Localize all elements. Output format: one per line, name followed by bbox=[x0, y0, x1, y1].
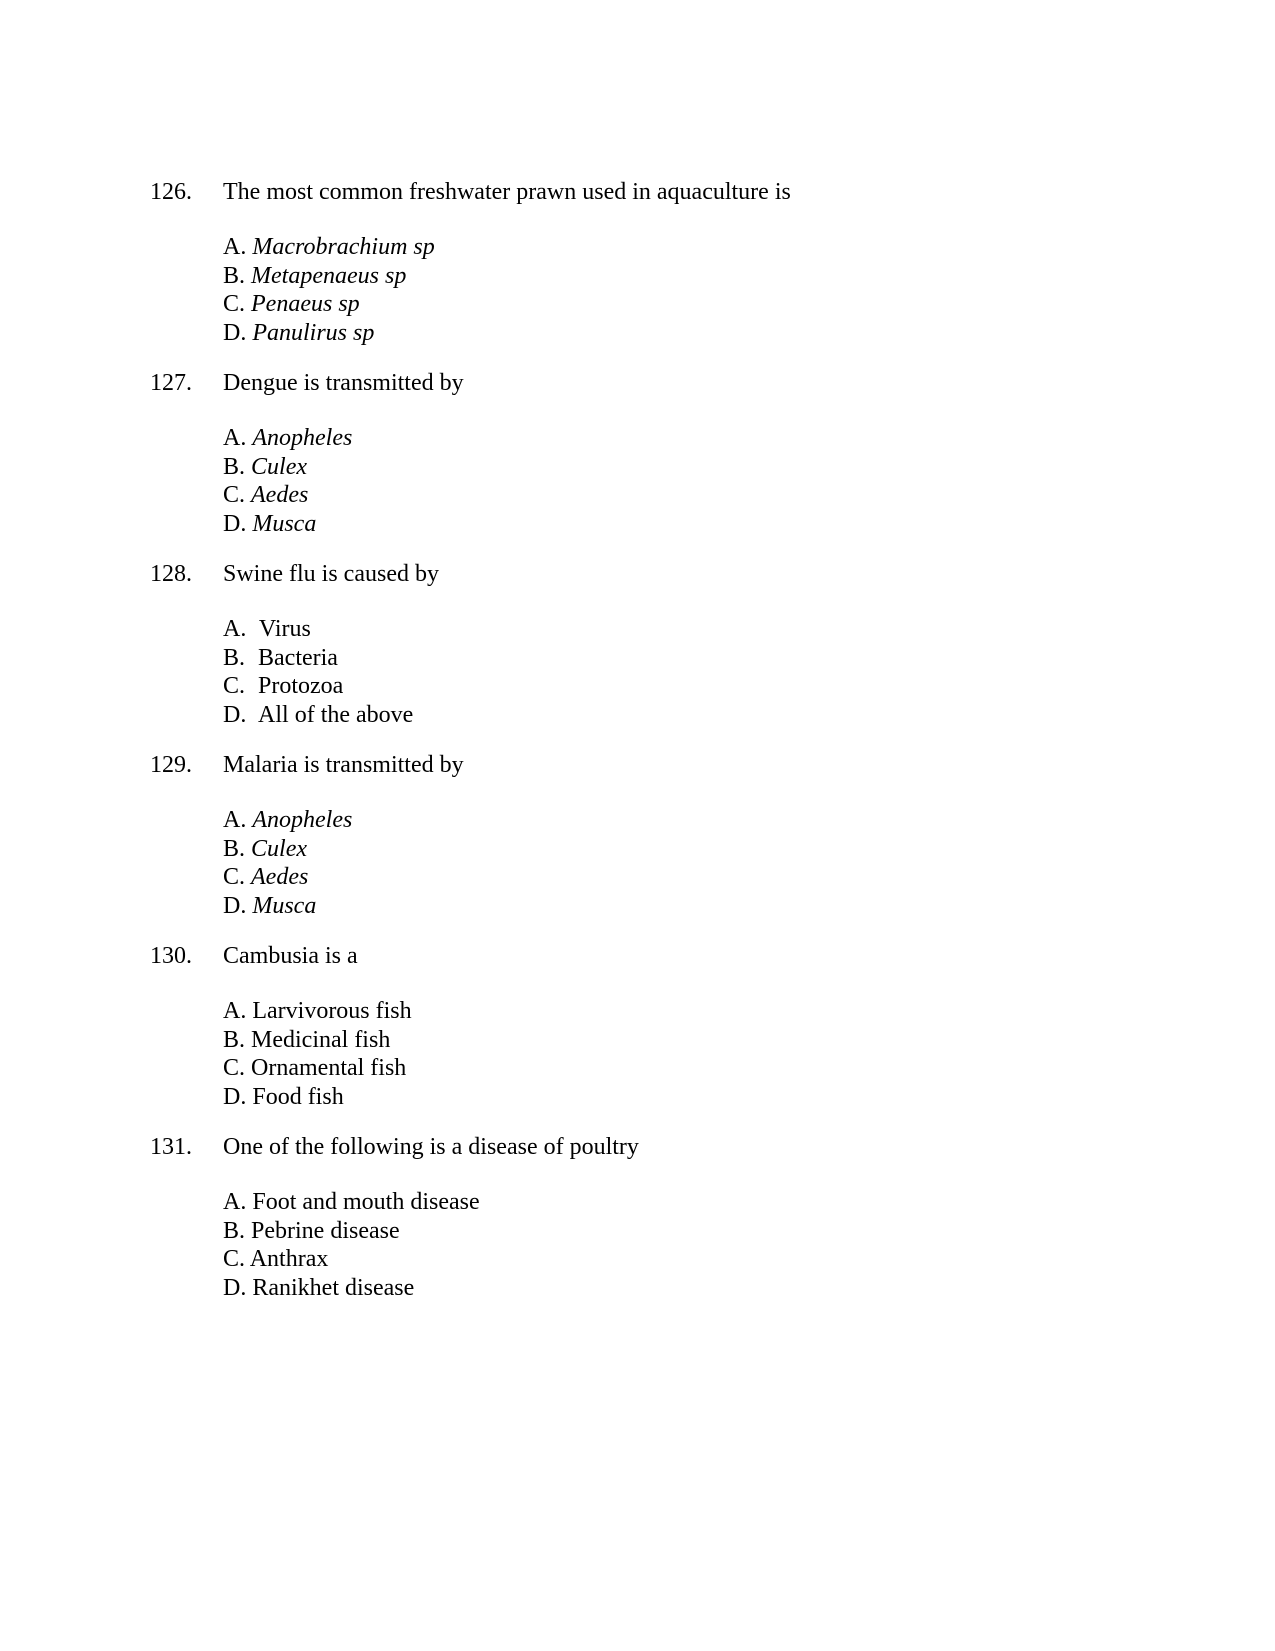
option-list bbox=[223, 615, 413, 729]
option-c bbox=[223, 290, 435, 319]
question-stem bbox=[150, 751, 1150, 779]
option-c bbox=[223, 1245, 480, 1274]
option-d bbox=[223, 319, 435, 348]
option-text: Anopheles bbox=[252, 425, 353, 451]
option-c bbox=[223, 863, 352, 892]
question-129 bbox=[150, 751, 1150, 919]
option-letter: B. bbox=[223, 262, 246, 289]
option-list bbox=[223, 233, 435, 347]
option-letter: A. bbox=[223, 425, 247, 451]
option-letter: C. bbox=[223, 864, 246, 891]
option-letter: B. bbox=[223, 644, 246, 671]
option-c bbox=[223, 1054, 412, 1083]
option-letter: B. bbox=[223, 453, 246, 480]
question-number: 127. bbox=[150, 370, 192, 396]
option-b bbox=[223, 1217, 480, 1246]
option-text: Culex bbox=[251, 835, 307, 862]
option-text: Anthrax bbox=[249, 1246, 329, 1273]
option-letter: C. bbox=[223, 1055, 246, 1082]
question-128 bbox=[150, 560, 1150, 728]
option-d bbox=[223, 1274, 480, 1303]
option-d bbox=[223, 510, 352, 539]
option-letter: A. bbox=[223, 234, 247, 260]
option-b bbox=[223, 644, 413, 673]
option-text: Protozoa bbox=[258, 673, 344, 700]
question-text: Dengue is transmitted by bbox=[223, 370, 464, 396]
question-stem bbox=[150, 942, 1150, 970]
option-a bbox=[223, 1188, 480, 1217]
option-d bbox=[223, 1083, 412, 1112]
option-a bbox=[223, 424, 352, 453]
option-letter: C. bbox=[223, 1246, 246, 1273]
option-d bbox=[223, 892, 352, 921]
option-b bbox=[223, 1026, 412, 1055]
option-letter: A. bbox=[223, 616, 247, 642]
option-letter: D. bbox=[223, 1274, 247, 1301]
question-131 bbox=[150, 1133, 1150, 1301]
question-127 bbox=[150, 369, 1150, 537]
option-letter: D. bbox=[223, 510, 247, 537]
question-stem bbox=[150, 369, 1150, 397]
option-text: Panulirus sp bbox=[252, 319, 375, 346]
option-letter: C. bbox=[223, 291, 246, 318]
question-text: The most common freshwater prawn used in aquaculture is bbox=[223, 179, 791, 205]
option-a bbox=[223, 233, 435, 262]
option-letter: A. bbox=[223, 1189, 247, 1215]
question-number: 130. bbox=[150, 943, 192, 969]
question-text: Swine flu is caused by bbox=[223, 561, 439, 587]
option-a bbox=[223, 615, 413, 644]
option-text: Pebrine disease bbox=[251, 1217, 400, 1244]
option-letter: A. bbox=[223, 807, 247, 833]
option-d bbox=[223, 701, 413, 730]
option-letter: C. bbox=[223, 673, 246, 700]
option-letter: B. bbox=[223, 835, 246, 862]
question-number: 128. bbox=[150, 561, 192, 587]
option-text: Metapenaeus sp bbox=[251, 262, 407, 289]
question-number: 126. bbox=[150, 179, 192, 205]
option-letter: B. bbox=[223, 1026, 246, 1053]
option-text: Musca bbox=[252, 892, 317, 919]
option-letter: B. bbox=[223, 1217, 246, 1244]
option-text: Aedes bbox=[251, 482, 309, 509]
option-text: Ornamental fish bbox=[251, 1055, 407, 1082]
option-text: Macrobrachium sp bbox=[252, 234, 435, 260]
option-letter: D. bbox=[223, 1083, 247, 1110]
option-text: Ranikhet disease bbox=[252, 1274, 415, 1301]
option-list bbox=[223, 806, 352, 920]
question-130 bbox=[150, 942, 1150, 1110]
question-126 bbox=[150, 178, 1150, 346]
option-letter: D. bbox=[223, 701, 247, 728]
option-text: Anopheles bbox=[252, 807, 353, 833]
option-list bbox=[223, 424, 352, 538]
question-text: One of the following is a disease of poultry bbox=[223, 1134, 639, 1160]
question-stem bbox=[150, 560, 1150, 588]
option-text: Virus bbox=[258, 616, 311, 642]
option-text: Musca bbox=[252, 510, 317, 537]
question-stem bbox=[150, 178, 1150, 206]
question-number: 131. bbox=[150, 1134, 192, 1160]
question-text: Cambusia is a bbox=[223, 943, 358, 969]
option-text: Aedes bbox=[251, 864, 309, 891]
option-letter: D. bbox=[223, 319, 247, 346]
option-b bbox=[223, 453, 352, 482]
option-text: Medicinal fish bbox=[251, 1026, 391, 1053]
option-c bbox=[223, 672, 413, 701]
option-list bbox=[223, 1188, 480, 1302]
option-a bbox=[223, 806, 352, 835]
option-text: Foot and mouth disease bbox=[252, 1189, 480, 1215]
option-letter: D. bbox=[223, 892, 247, 919]
option-c bbox=[223, 481, 352, 510]
option-a bbox=[223, 997, 412, 1026]
option-text: Penaeus sp bbox=[251, 291, 360, 318]
question-text: Malaria is transmitted by bbox=[223, 752, 464, 778]
option-text: Culex bbox=[251, 453, 307, 480]
option-b bbox=[223, 262, 435, 291]
option-text: Food fish bbox=[252, 1083, 344, 1110]
option-letter: C. bbox=[223, 482, 246, 509]
option-text: Larvivorous fish bbox=[252, 998, 412, 1024]
question-number: 129. bbox=[150, 752, 192, 778]
option-list bbox=[223, 997, 412, 1111]
option-text: All of the above bbox=[258, 701, 414, 728]
option-letter: A. bbox=[223, 998, 247, 1024]
option-b bbox=[223, 835, 352, 864]
question-stem bbox=[150, 1133, 1150, 1161]
option-text: Bacteria bbox=[258, 644, 338, 671]
